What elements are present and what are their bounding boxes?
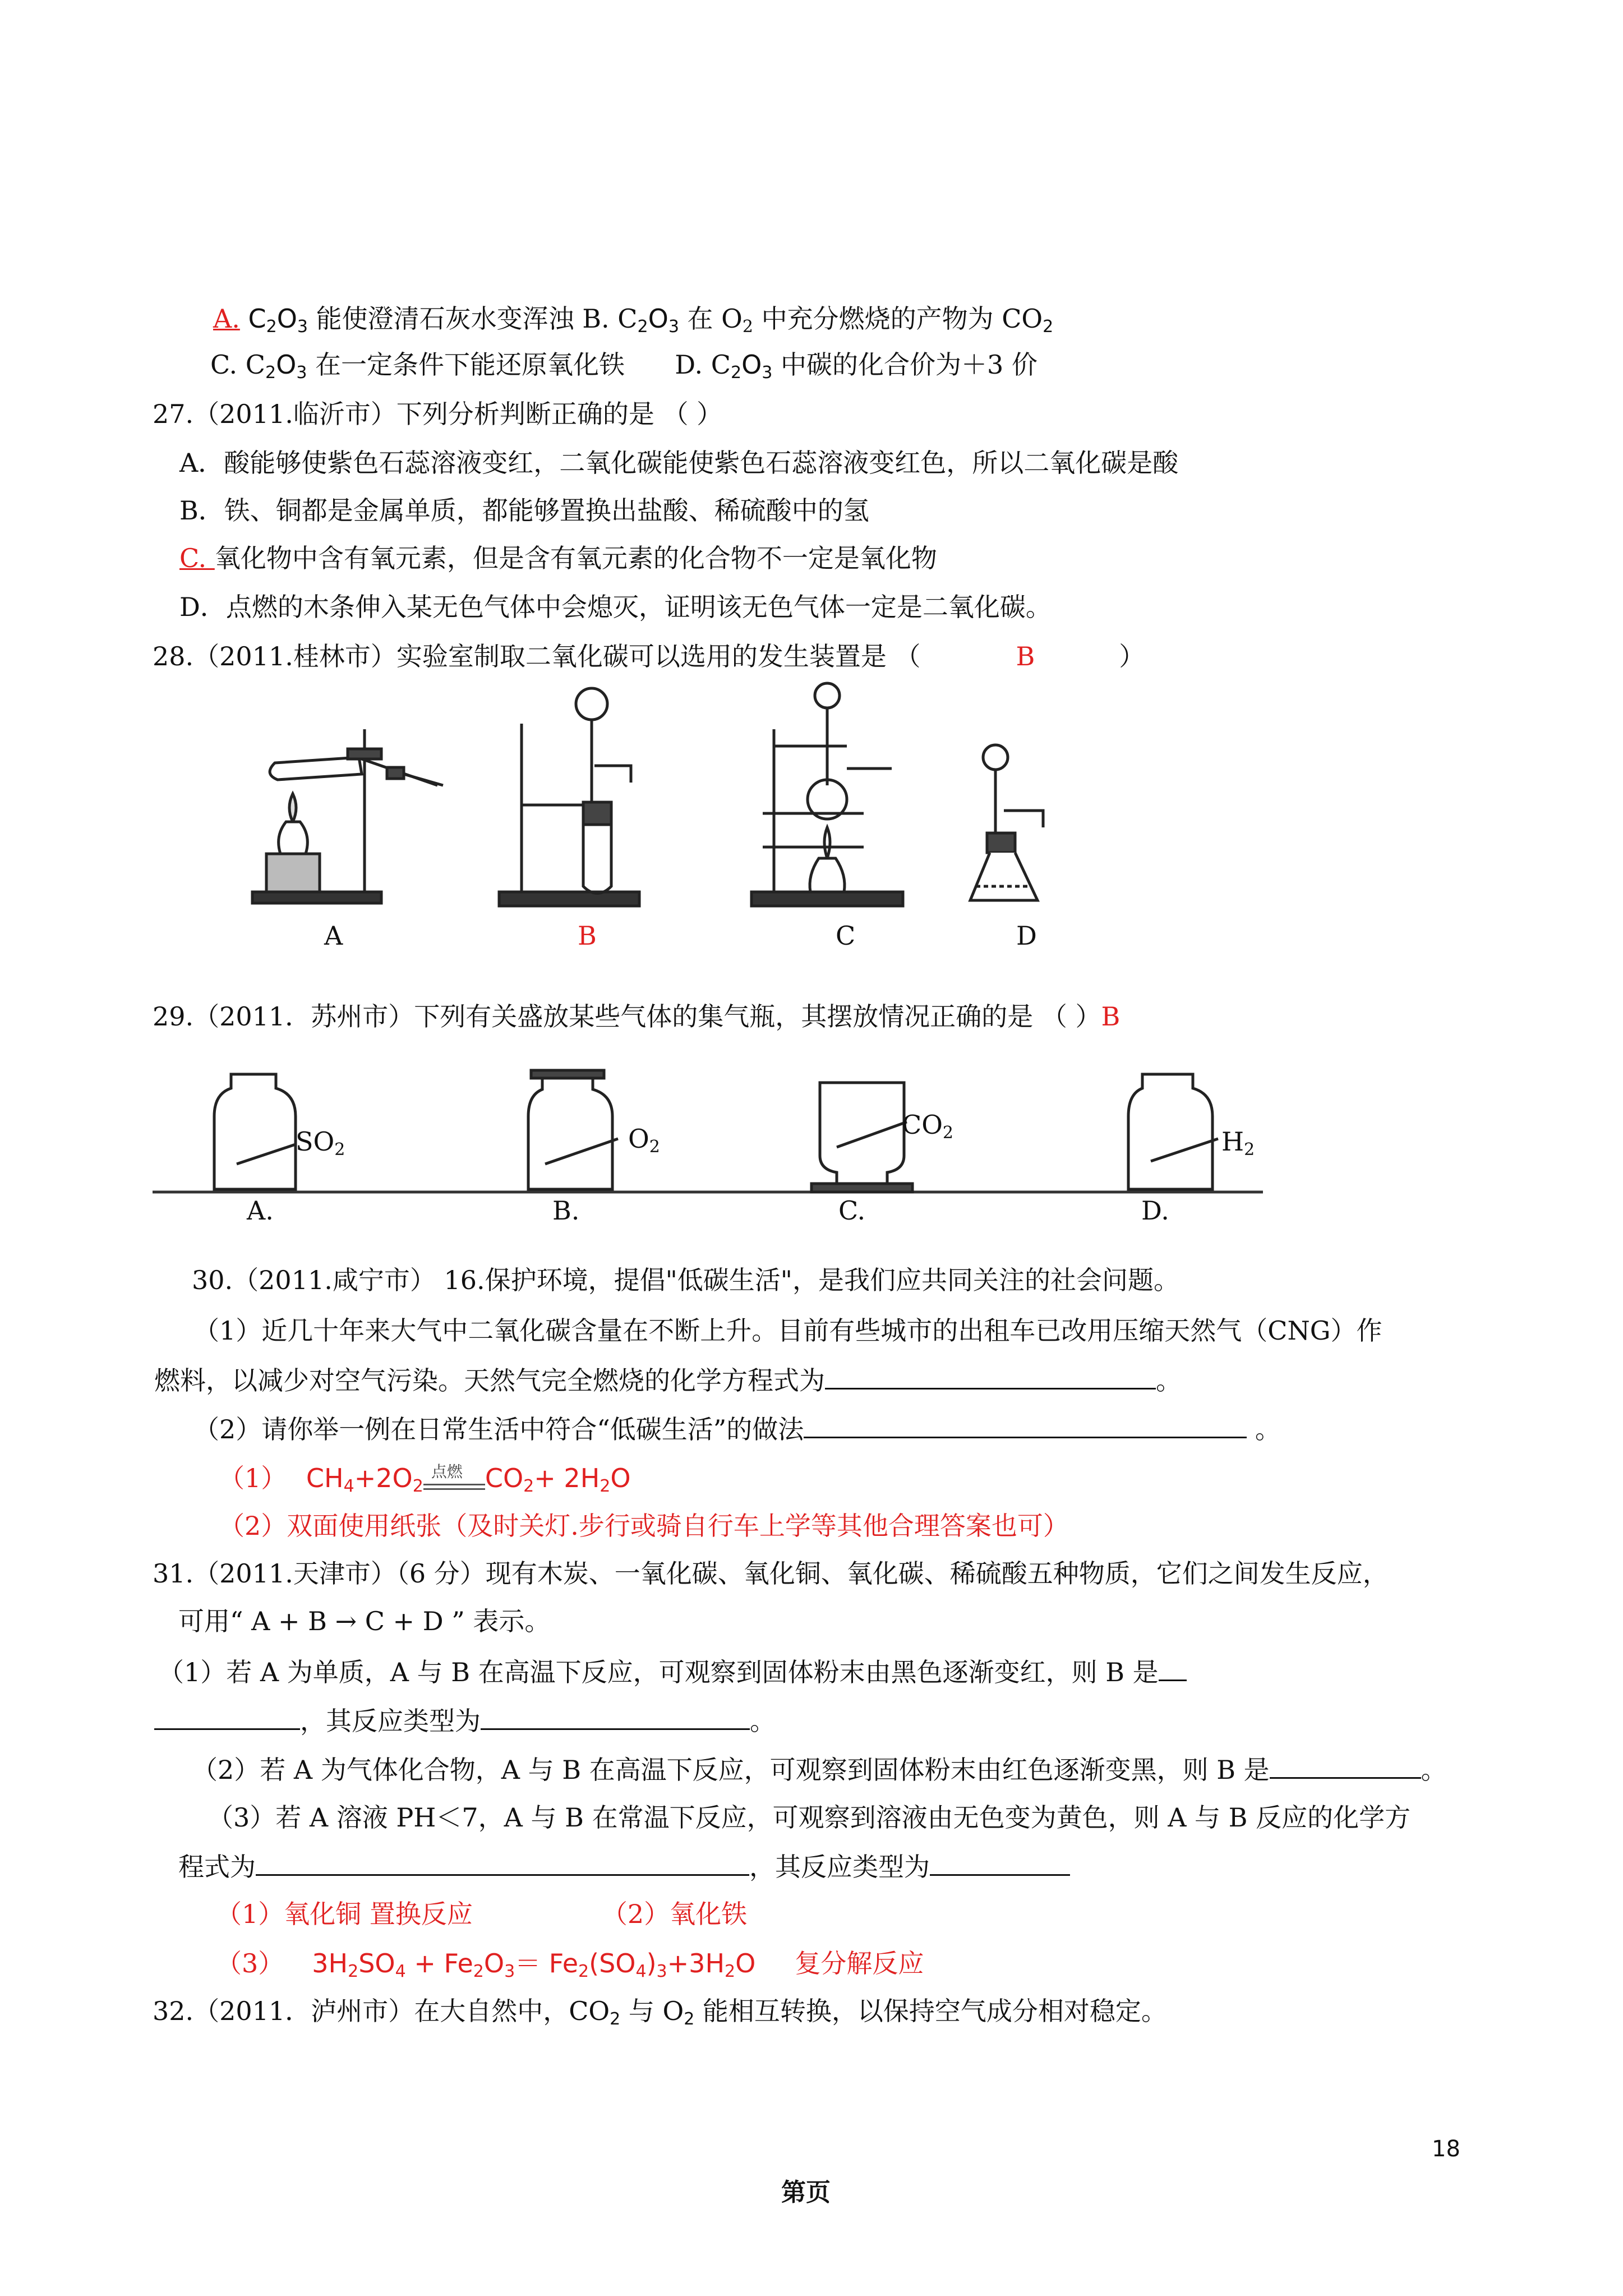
q30-answer-2: （2）双面使用纸张（及时关灯.步行或骑自行车上学等其他合理答案也可） [219, 1511, 1069, 1541]
q30-p2: （2）请你举一例在日常生活中符合“低碳生活”的做法 。 [193, 1411, 1281, 1446]
q31-blank-1a[interactable] [1159, 1654, 1187, 1681]
q31-blank-1c[interactable] [481, 1703, 750, 1730]
bottle-label-d: D. [1141, 1195, 1169, 1226]
q29-answer: B [1101, 1001, 1121, 1032]
q27-option-c: C. 氧化物中含有氧元素，但是含有氧元素的化合物不一定是氧化物 [179, 543, 937, 573]
apparatus-b-label: B [578, 921, 597, 951]
q26-line1: A. $C_2O_3$ 能使澄清石灰水变浑浊 B. $C_2O_3$ 在 $O_2$ 中充分燃烧的产物为 $CO_2$ [213, 303, 1054, 337]
gas-label-c: $CO_2$ [902, 1110, 954, 1143]
q30-stem: 30.（2011.咸宁市） 16.保护环境，提倡"低碳生活"，是我们应共同关注的社会问题。 [192, 1265, 1179, 1295]
q31-p1b: ，其反应类型为 。 [154, 1703, 776, 1738]
q31-stem2: 可用“ A + B → C + D ” 表示。 [178, 1606, 551, 1636]
q29-stem: 29.（2011．苏州市）下列有关盛放某些气体的集气瓶，其摆放情况正确的是 （ ）B [153, 1001, 1121, 1032]
apparatus-c-figure [746, 673, 920, 909]
q26-line2: C. $C_2O_3$ 在一定条件下能还原氧化铁 D. $C_2O_3$ 中碳的化合价为＋3 价 [210, 349, 1038, 383]
q31-blank-2[interactable] [1270, 1751, 1421, 1779]
apparatus-b-figure [494, 682, 662, 909]
q30-p1b: 燃料，以减少对空气污染。天然气完全燃烧的化学方程式为 。 [154, 1362, 1182, 1397]
apparatus-d-figure [965, 743, 1054, 912]
apparatus-c-label: C [836, 921, 856, 951]
q31-p3: （3）若 A 溶液 PH＜7，A 与 B 在常温下反应，可观察到溶液由无色变为黄色，则 A 与 B 反应的化学方 [208, 1802, 1411, 1833]
bottle-label-c: C. [838, 1195, 866, 1226]
gas-label-a: $SO_2$ [296, 1126, 345, 1159]
q27-answer-label: C. [179, 543, 215, 573]
bottle-label-b: B. [552, 1195, 580, 1226]
q27-option-d: D．点燃的木条伸入某无色气体中会熄灭，证明该无色气体一定是二氧化碳。 [179, 592, 1052, 622]
ignite-condition-sign: 点燃 [423, 1469, 485, 1492]
q31-blank-3a[interactable] [256, 1848, 749, 1876]
q30-blank-1[interactable] [825, 1362, 1156, 1389]
q31-p2: （2）若 A 为气体化合物，A 与 B 在高温下反应，可观察到固体粉末由红色逐渐变黑，则 B 是 。 [192, 1751, 1447, 1787]
q31-blank-1b[interactable] [154, 1703, 300, 1730]
q27-option-b: B．铁、铜都是金属单质，都能够置换出盐酸、稀硫酸中的氢 [179, 495, 869, 526]
q30-answer-1: （1） $CH_4+2O_2$ 点燃 $CO_2+ 2H_2O$ [219, 1462, 631, 1496]
q26-answer-label: A. [213, 303, 240, 334]
q31-p1: （1）若 A 为单质，A 与 B 在高温下反应，可观察到固体粉末由黑色逐渐变红，则 B 是 [158, 1654, 1187, 1689]
q28-answer: B [1016, 641, 1035, 671]
q27-option-a: A．酸能够使紫色石蕊溶液变红，二氧化碳能使紫色石蕊溶液变红色，所以二氧化碳是酸 [179, 448, 1179, 478]
page-number: 18 [1432, 2136, 1460, 2162]
q27-stem: 27.（2011.临沂市）下列分析判断正确的是 （ ） [153, 399, 723, 429]
q30-p1a: （1）近几十年来大气中二氧化碳含量在不断上升。目前有些城市的出租车已改用压缩天然气（CNG）作 [193, 1315, 1382, 1346]
page-footer: 第页 [781, 2178, 831, 2207]
q31-blank-3b[interactable] [930, 1848, 1070, 1876]
q30-blank-2[interactable] [804, 1411, 1247, 1438]
apparatus-d-label: D [1016, 921, 1037, 951]
q31-stem: 31.（2011.天津市）（6 分）现有木炭、一氧化碳、氧化铜、氧化碳、稀硫酸五种物质，它们之间发生反应， [153, 1558, 1389, 1589]
q31-answer-3: （3） $3H_2SO_4 + Fe_2O_3= Fe_2(SO_4)_3+3H_2O$ 复分解反应 [216, 1948, 924, 1981]
bottle-label-a: A. [247, 1195, 274, 1226]
q28-stem: 28.（2011.桂林市）实验室制取二氧化碳可以选用的发生装置是 （ B ） [153, 641, 1145, 671]
q32-stem: 32.（2011．泸州市）在大自然中，$CO_2$ 与 $O_2$ 能相互转换，以保持空气成分相对稳定。 [153, 1996, 1167, 2029]
q31-answer-1-2: （1）氧化铜 置换反应 （2）氧化铁 [216, 1899, 748, 1929]
apparatus-a-label: A [324, 921, 343, 951]
apparatus-a-figure [241, 701, 465, 909]
gas-label-d: $H_2$ [1221, 1126, 1255, 1159]
gas-label-b: $O_2$ [628, 1124, 660, 1157]
q31-p3b: 程式为 ，其反应类型为 [178, 1848, 1070, 1884]
